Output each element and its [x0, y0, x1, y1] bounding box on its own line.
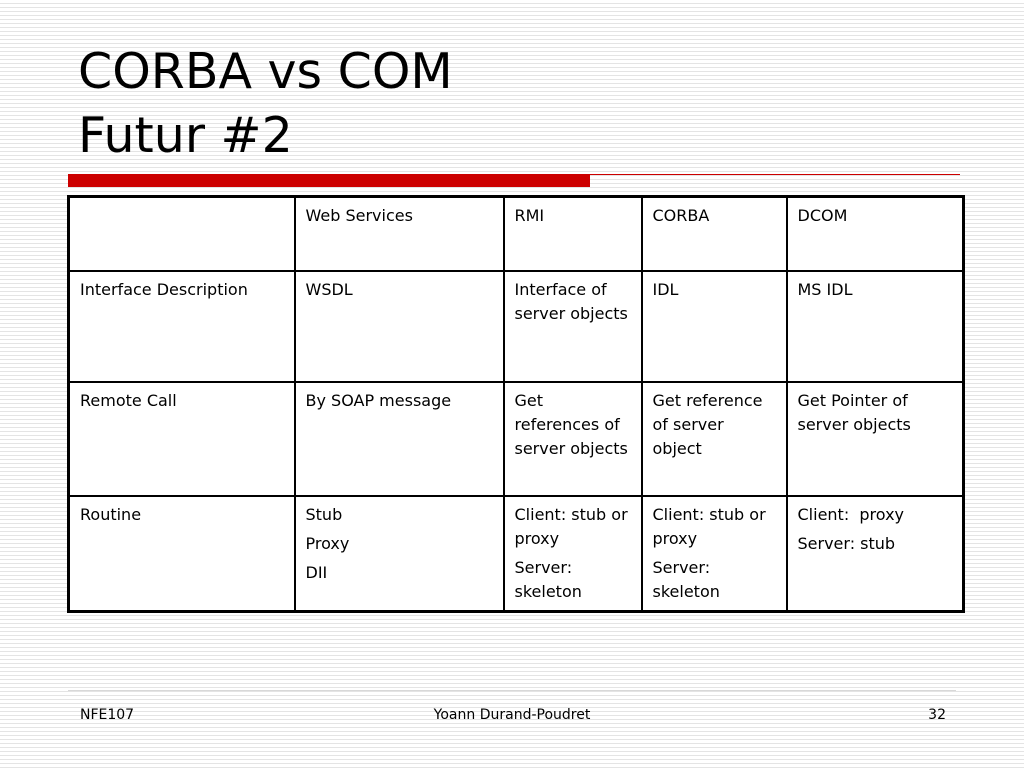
slide-title-line-2: Futur #2 [78, 107, 293, 164]
table-cell [787, 496, 964, 612]
cell-text: Client: stub or proxy [514, 504, 628, 548]
header-cell-web-services: Web Services [295, 197, 504, 271]
footer-course-code: NFE107 [80, 707, 135, 723]
table-row-routine [69, 496, 964, 612]
cell-text: WSDL [305, 279, 353, 299]
cell-text: Get Pointer of server objects [797, 390, 911, 434]
cell-text: Server: skeleton [652, 557, 720, 601]
table-cell [504, 382, 642, 496]
cell-text: Client: proxy [797, 504, 904, 524]
table-row-interface-description [69, 271, 964, 382]
table-cell [504, 496, 642, 612]
footer-author: Yoann Durand-Poudret [433, 707, 591, 723]
cell-text: By SOAP message [305, 390, 452, 410]
table-cell [295, 271, 504, 382]
table-cell [504, 271, 642, 382]
header-cell-empty [69, 197, 295, 271]
table-cell [642, 496, 787, 612]
cell-text: Get reference of server object [652, 390, 763, 458]
cell-text: Server: skeleton [514, 557, 582, 601]
table-cell [642, 382, 787, 496]
cell-text: IDL [652, 279, 679, 299]
cell-text: Proxy [305, 533, 350, 553]
cell-text: MS IDL [797, 279, 853, 299]
title-accent-bar [68, 174, 590, 187]
row-label-cell: Routine [69, 496, 295, 612]
title-divider-line [590, 174, 960, 175]
comparison-table [67, 195, 965, 613]
table-header-row [69, 197, 964, 271]
table-cell [787, 382, 964, 496]
slide-title-line-1: CORBA vs COM [78, 43, 453, 100]
row-label-cell: Remote Call [69, 382, 295, 496]
table-row-remote-call [69, 382, 964, 496]
slide-title [78, 40, 453, 168]
table-cell [642, 271, 787, 382]
table-cell [787, 271, 964, 382]
comparison-table-container [67, 195, 962, 613]
cell-text: Interface of server objects [514, 279, 628, 323]
cell-text: Stub [305, 504, 343, 524]
table-cell [295, 382, 504, 496]
cell-text: Client: stub or proxy [652, 504, 766, 548]
footer-page-number: 32 [928, 707, 946, 723]
header-cell-dcom: DCOM [787, 197, 964, 271]
cell-text: DII [305, 562, 328, 582]
footer-divider [68, 690, 956, 691]
cell-text: Server: stub [797, 533, 896, 553]
header-cell-rmi: RMI [504, 197, 642, 271]
header-cell-corba: CORBA [642, 197, 787, 271]
row-label-cell: Interface Description [69, 271, 295, 382]
table-cell [295, 496, 504, 612]
cell-text: Get references of server objects [514, 390, 628, 458]
